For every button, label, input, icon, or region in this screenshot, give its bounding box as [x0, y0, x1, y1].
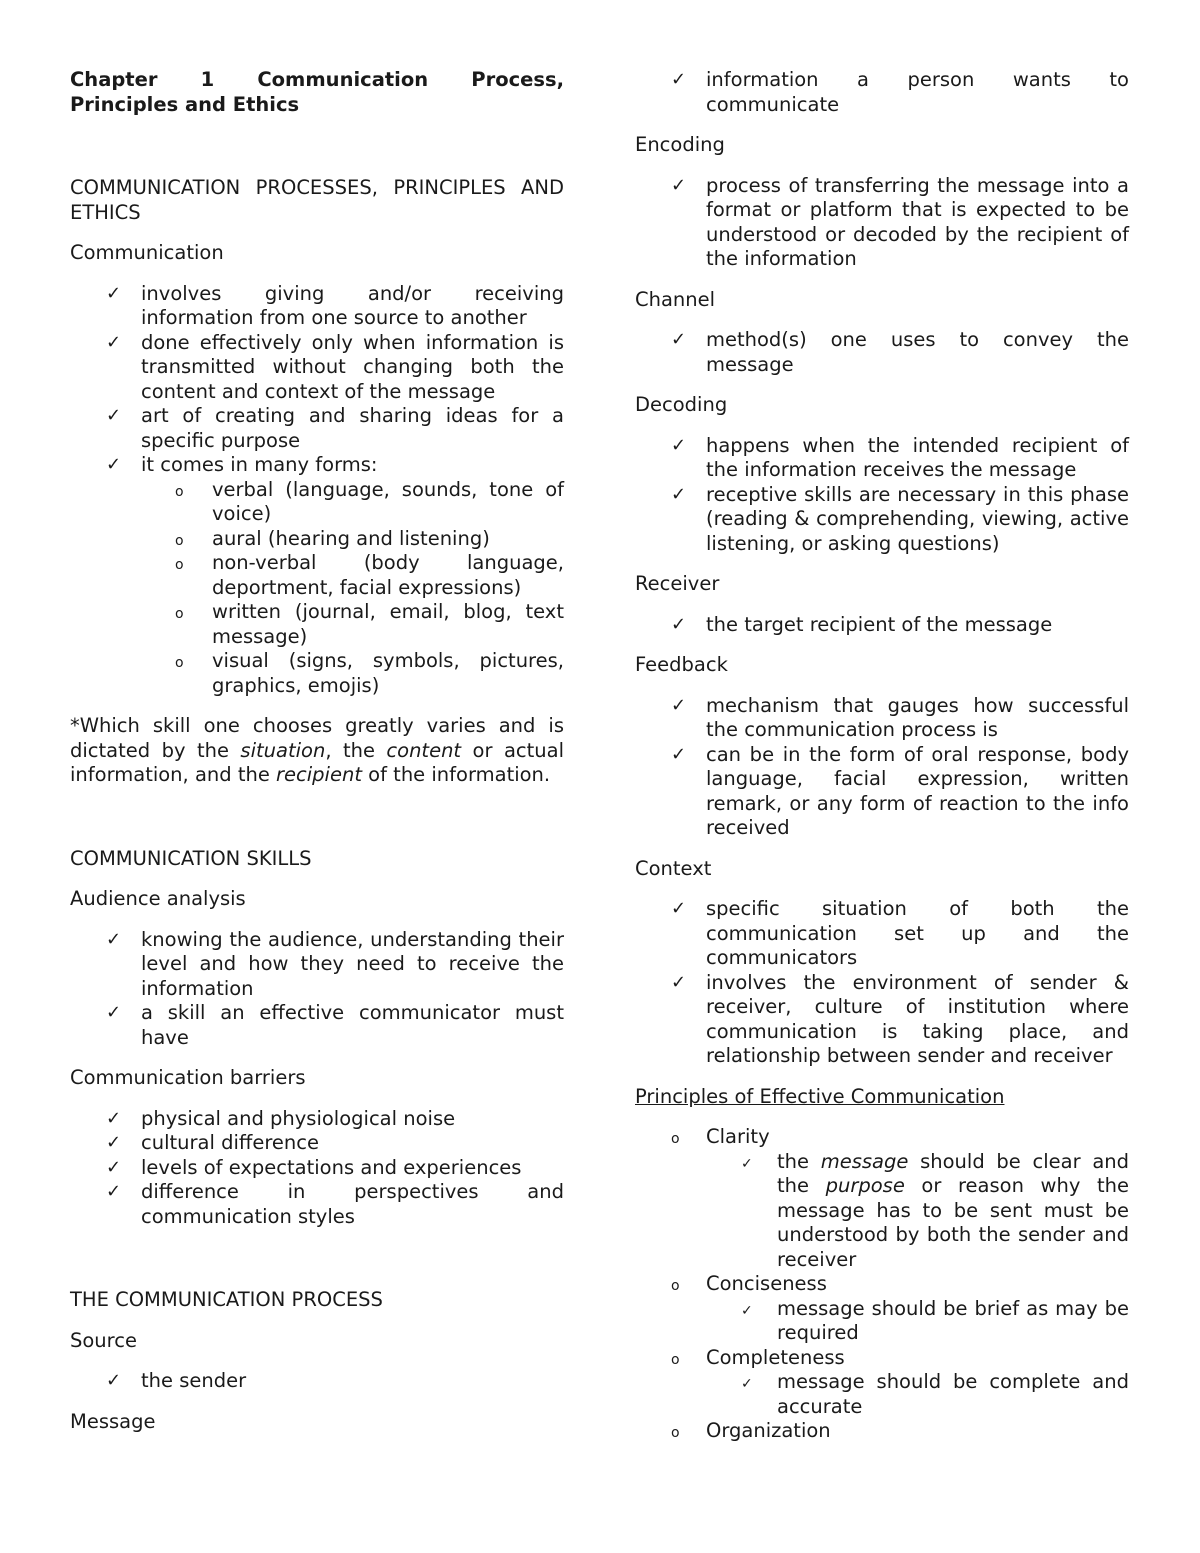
conciseness-list	[706, 1297, 1129, 1346]
list-item: o Conciseness ✓ message should be brief as may be required	[635, 1272, 1129, 1346]
check-icon: ✓	[671, 483, 687, 505]
barriers-heading: Communication barriers	[70, 1066, 306, 1089]
left-column	[70, 66, 564, 1434]
section-heading-process: THE COMMUNICATION PROCESS	[70, 1288, 383, 1311]
circle-bullet-icon: o	[175, 532, 184, 549]
source-heading: Source	[70, 1328, 137, 1352]
right-column	[635, 66, 1129, 1444]
skill-note: *Which skill one chooses greatly varies and is dictated by the situation, the content or actual information, and the recipient of the information.	[70, 714, 564, 786]
check-icon: ✓	[106, 1181, 122, 1202]
circle-bullet-icon: o	[175, 557, 184, 573]
receiver-heading: Receiver	[635, 572, 720, 595]
list-item: ✓ message should be complete and accurate	[741, 1370, 1129, 1418]
list-item: ✓ done effectively only when information is transmitted without changing both the content and context of the message	[106, 330, 564, 403]
check-icon: ✓	[671, 613, 687, 635]
encoding-list	[635, 174, 1129, 272]
check-icon: ✓	[106, 282, 122, 304]
list-item: o Organization	[635, 1419, 1129, 1444]
circle-bullet-icon: o	[671, 1278, 680, 1294]
list-item: ✓ happens when the intended recipient of the information receives the message	[671, 433, 1129, 481]
check-icon: ✓	[671, 743, 687, 765]
list-item: ✓ levels of expectations and experiences	[106, 1155, 522, 1179]
list-item: o visual (signs, symbols, pictures, graphics, emojis)	[175, 649, 564, 697]
check-icon: ✓	[671, 434, 687, 456]
chapter-title	[70, 68, 564, 117]
source-list	[70, 1369, 564, 1394]
message-list	[635, 68, 1129, 117]
context-list	[635, 897, 1129, 1069]
circle-bullet-icon: o	[175, 655, 184, 671]
list-item: ✓ process of transferring the message into a format or platform that is expected to be understood or decoded by the recipient of the information	[671, 173, 1129, 270]
list-item: o written (journal, email, blog, text message)	[175, 600, 564, 648]
check-icon: ✓	[106, 454, 122, 475]
list-item: ✓ mechanism that gauges how successful the communication process is	[671, 693, 1129, 741]
list-item: ✓ art of creating and sharing ideas for a specific purpose	[106, 404, 564, 452]
receiver-list	[635, 613, 1129, 638]
list-item: ✓ specific situation of both the communication set up and the communicators	[671, 897, 1129, 969]
list-item: ✓ a skill an effective communicator must have	[106, 1001, 564, 1049]
chapter-title-line1: Chapter 1 Communication Process,	[70, 68, 564, 91]
list-item: ✓ physical and physiological noise	[106, 1106, 456, 1130]
communication-heading: Communication	[70, 241, 224, 264]
circle-bullet-icon: o	[175, 483, 184, 500]
list-item: ✓ can be in the form of oral response, body language, facial expression, written remark, or any form of reaction to the info received	[671, 742, 1129, 839]
feedback-heading: Feedback	[635, 653, 728, 676]
check-icon: ✓	[106, 405, 122, 426]
decoding-list	[635, 434, 1129, 557]
circle-bullet-icon: o	[671, 1425, 680, 1441]
decoding-heading: Decoding	[635, 393, 728, 416]
check-icon: ✓	[741, 1155, 753, 1172]
feedback-list	[635, 694, 1129, 841]
check-icon: ✓	[671, 174, 687, 196]
context-heading: Context	[635, 856, 712, 880]
completeness-list	[706, 1370, 1129, 1419]
clarity-list	[706, 1150, 1129, 1273]
channel-heading: Channel	[635, 287, 716, 311]
list-item: ✓ involves the environment of sender & receiver, culture of institution where communication is taking place, and relationship between sender and receiver	[671, 970, 1129, 1067]
principles-list	[635, 1125, 1129, 1444]
check-icon: ✓	[671, 694, 687, 716]
check-icon: ✓	[106, 1370, 122, 1391]
list-item: o non-verbal (body language, deportment, facial expressions)	[175, 551, 564, 599]
check-icon: ✓	[741, 1302, 753, 1319]
check-icon: ✓	[106, 1002, 122, 1023]
encoding-heading: Encoding	[635, 133, 725, 156]
check-icon: ✓	[671, 329, 687, 350]
communication-list	[70, 282, 564, 699]
check-icon: ✓	[106, 1132, 122, 1153]
circle-bullet-icon: o	[671, 1351, 680, 1368]
list-item: ✓ difference in perspectives and communication styles	[106, 1180, 564, 1228]
chapter-title-line2: Principles and Ethics	[70, 92, 300, 116]
check-icon: ✓	[106, 331, 122, 353]
list-item: o verbal (language, sounds, tone of voice)	[175, 477, 564, 525]
check-icon: ✓	[106, 928, 122, 950]
list-item: ✓ the sender	[106, 1369, 247, 1392]
list-item: o Completeness ✓ message should be complete and accurate	[635, 1346, 1129, 1420]
check-icon: ✓	[671, 69, 687, 90]
forms-list	[141, 478, 564, 699]
check-icon: ✓	[106, 1156, 122, 1178]
audience-list	[70, 928, 564, 1051]
circle-bullet-icon: o	[175, 606, 184, 622]
list-item: ✓ message should be brief as may be required	[741, 1296, 1129, 1344]
list-item: ✓ involves giving and/or receiving information from one source to another	[106, 281, 564, 329]
list-item: ✓ the message should be clear and the purpose or reason why the message has to be sent must be understood by both the sender and receiver	[741, 1149, 1130, 1271]
check-icon: ✓	[671, 971, 687, 993]
list-item: ✓ knowing the audience, understanding their level and how they need to receive the information	[106, 927, 564, 1000]
check-icon: ✓	[671, 898, 687, 919]
list-item: ✓ the target recipient of the message	[671, 612, 1053, 636]
list-item: ✓ cultural difference	[106, 1131, 319, 1154]
list-item: o aural (hearing and listening)	[70, 527, 564, 552]
list-item: ✓ it comes in many forms: o verbal (language, sounds, tone of voice) o aural (hearing and listening) o non-verbal (body language, deportment, facial expressions) o written (journal, email, blog, text message) o visual (signs, symbols, pictures, graphics, emojis)	[70, 453, 564, 698]
message-heading: Message	[70, 1409, 156, 1433]
principles-heading: Principles of Effective Communication	[635, 1084, 1005, 1108]
list-item: ✓ information a person wants to communicate	[671, 68, 1129, 116]
list-item: o Clarity ✓ the message should be clear and the purpose or reason why the message has to be sent must be understood by both the sender and receiver	[635, 1125, 1129, 1272]
channel-list	[635, 328, 1129, 377]
list-item: ✓ method(s) one uses to convey the message	[671, 328, 1129, 376]
section-heading-processes: COMMUNICATION PROCESSES, PRINCIPLES AND ETHICS	[70, 176, 564, 224]
check-icon: ✓	[741, 1376, 753, 1392]
audience-heading: Audience analysis	[70, 887, 246, 910]
list-item: ✓ receptive skills are necessary in this phase (reading & comprehending, viewing, active listening, or asking questions)	[671, 482, 1129, 555]
check-icon: ✓	[106, 1107, 122, 1129]
circle-bullet-icon: o	[671, 1131, 680, 1147]
section-heading-skills: COMMUNICATION SKILLS	[70, 846, 312, 870]
barriers-list	[70, 1107, 564, 1230]
